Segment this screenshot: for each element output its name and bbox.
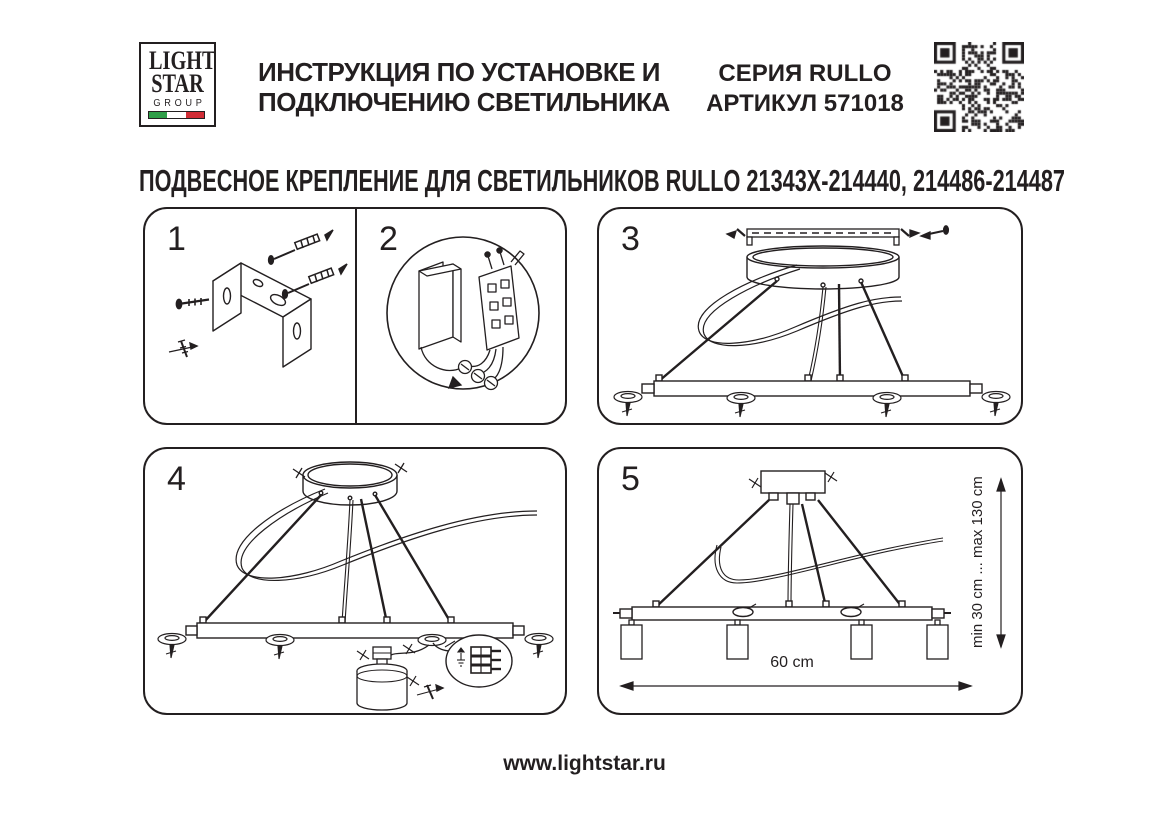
screw-icon: [176, 298, 209, 309]
panel-step4: [143, 447, 567, 715]
step5-final-diagram: [599, 449, 1021, 713]
step2-number: 2: [379, 220, 398, 258]
logo-star: STAR: [151, 69, 204, 98]
step4-number: 4: [167, 460, 186, 498]
page-title: [258, 57, 670, 117]
width-dimension-arrow: [621, 682, 971, 690]
step4-shade-diagram: [145, 449, 565, 713]
step2-wiring-diagram: [357, 209, 569, 423]
width-dimension-label: 60 cm: [770, 654, 814, 671]
subtitle: ПОДВЕСНОЕ КРЕПЛЕНИЕ ДЛЯ СВЕТИЛЬНИКОВ RULLO 21343X-214440, 214486-214487: [139, 163, 1065, 198]
lightstar-logo: [139, 42, 216, 127]
screw-direction-icon: [417, 685, 443, 699]
logo-light: LIGHT: [149, 46, 216, 75]
screw-direction-icon: [169, 340, 197, 357]
step3-number: 3: [621, 220, 640, 258]
series-article: [688, 59, 922, 119]
series-label: СЕРИЯ RULLO: [718, 60, 892, 87]
dowel-screw-icon: [269, 230, 333, 264]
panel-step1-step2: [143, 207, 567, 425]
height-dimension-label: min 30 cm ... max 130 cm: [969, 476, 986, 648]
logo-group: GROUP: [153, 98, 206, 109]
panel-step3: [597, 207, 1023, 425]
step1-number: 1: [167, 220, 186, 258]
step3-hanging-diagram: [599, 209, 1021, 423]
website-url: www.lightstar.ru: [503, 752, 666, 775]
step5-number: 5: [621, 460, 640, 498]
page-title-line2: ПОДКЛЮЧЕНИЮ СВЕТИЛЬНИКА: [258, 87, 670, 117]
page-title-line1: ИНСТРУКЦИЯ ПО УСТАНОВКЕ И: [258, 57, 660, 87]
terminal-detail-circle: [445, 635, 512, 687]
panel-step5: [597, 447, 1023, 715]
italy-flag-icon: [148, 111, 205, 119]
step1-bracket-diagram: [145, 209, 355, 423]
article-label: АРТИКУЛ 571018: [706, 90, 904, 117]
qr-code-icon: [934, 42, 1024, 132]
height-dimension-arrow: [997, 479, 1005, 647]
